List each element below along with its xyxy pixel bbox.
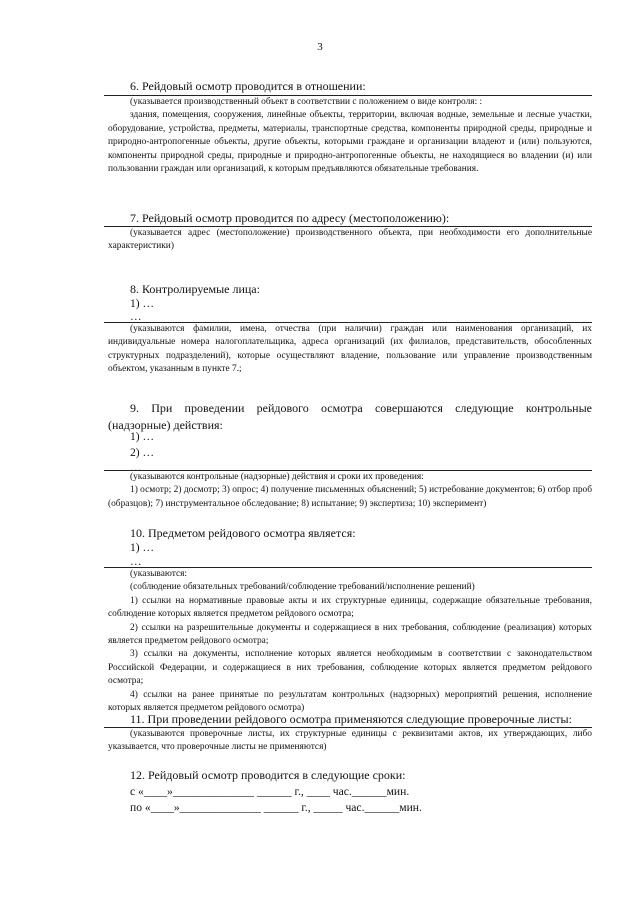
note-line: (соблюдение обязательных требований/соблюдение требований/исполнение решений) — [130, 582, 475, 593]
list-item: … — [130, 555, 142, 568]
date-from-line: с «____»______________ ______ г., ____ час.______мин. — [130, 785, 410, 798]
section-11-heading: 11. При проведении рейдового осмотра применяются следующие проверочные листы: — [130, 712, 572, 726]
list-item: … — [130, 461, 142, 474]
section-8-heading: 8. Контролируемые лица: — [130, 282, 260, 296]
note-line: 2) ссылки на разрешительные документы и содержащиеся в них требования, соблюдение (реализация) которых является предметом рейдового осмотра; — [108, 622, 592, 647]
note-line: 1) осмотр; 2) досмотр; 3) опрос; 4) получение письменных объяснений; 5) истребование документов; 6) отбор проб (образцов); 7) инструментальное обследование; 8) испытание; 9) экспертиза; 10) эксперимент) — [108, 485, 592, 509]
section-6-heading: 6. Рейдовый осмотр проводится в отношении: — [130, 79, 366, 93]
section-7-heading: 7. Рейдовый осмотр проводится по адресу (местоположению): — [130, 211, 450, 225]
note-line: 3) ссылки на документы, исполнение которых является необходимым в соответствии с законодательством Российской Федерации, и содержащиеся в них требования, соблюдение которых является предметом рейдового осмотра; — [108, 649, 592, 687]
section-9-heading — [108, 400, 592, 434]
section-6-note — [108, 96, 592, 176]
note-line: (указываются фамилии, имена, отчества (при наличии) граждан или наименования организаций, их индивидуальные номера налогоплательщика, адреса организаций (их филиалов, представительств, обособленных структурных подразделений), которые осуществляют владение, пользование или управление производственным объектом, указанным в пункте 7.; — [108, 324, 592, 375]
list-item: … — [130, 310, 142, 323]
list-item: 2) … — [130, 446, 155, 459]
note-line: (указываются проверочные листы, их структурные единицы с реквизитами актов, их утверждающих, либо указывается, что проверочные листы не применяются) — [108, 729, 592, 753]
section-11-note — [108, 728, 592, 755]
page-number: 3 — [317, 41, 323, 53]
section-8-note — [108, 323, 592, 377]
date-to-line: по «____»______________ ______ г., _____ час.______мин. — [130, 801, 422, 814]
note-line: здания, помещения, сооружения, линейные объекты, территории, включая водные, земельные и лесные участки, оборудование, устройства, предметы, материалы, транспортные средства, компоненты природной среды, природные и природно-антропогенные объекты, другие объекты, которыми граждане и организации владеют и (или) пользуются, компоненты природной среды, природные и природно-антропогенные объекты, не находящиеся во владении (и) или пользовании граждан или организаций, к которым предъявляются обязательные требования. — [108, 110, 592, 175]
note-line: (указываются контрольные (надзорные) действия и сроки их проведения: — [130, 472, 424, 482]
section-9-heading-text: 9. При проведении рейдового осмотра совершаются следующие контрольные (надзорные) действия: — [108, 401, 592, 432]
note-line: 1) ссылки на нормативные правовые акты и их структурные единицы, содержащие обязательные требования, соблюдение которых является предметом рейдового осмотра; — [108, 595, 592, 620]
list-item: 1) … — [130, 297, 155, 310]
note-line: (указываются: — [130, 569, 188, 579]
note-line: 4) ссылки на ранее принятые по результатам контрольных (надзорных) мероприятий решения, исполнение которых является предметом рейдового осмотра) — [108, 689, 592, 714]
section-7-note — [108, 227, 592, 254]
note-line: (указывается производственный объект в соответствии с положением о виде контроля: : — [130, 97, 483, 107]
note-line: (указывается адрес (местоположение) производственного объекта, при необходимости его дополнительные характеристики) — [108, 228, 592, 252]
section-10-heading: 10. Предметом рейдового осмотра является: — [130, 526, 356, 540]
list-item: 1) … — [130, 430, 155, 443]
section-9-note — [108, 471, 592, 511]
section-10-note — [108, 568, 592, 715]
list-item: 1) … — [130, 541, 155, 554]
section-12-heading: 12. Рейдовый осмотр проводится в следующие сроки: — [130, 768, 406, 782]
